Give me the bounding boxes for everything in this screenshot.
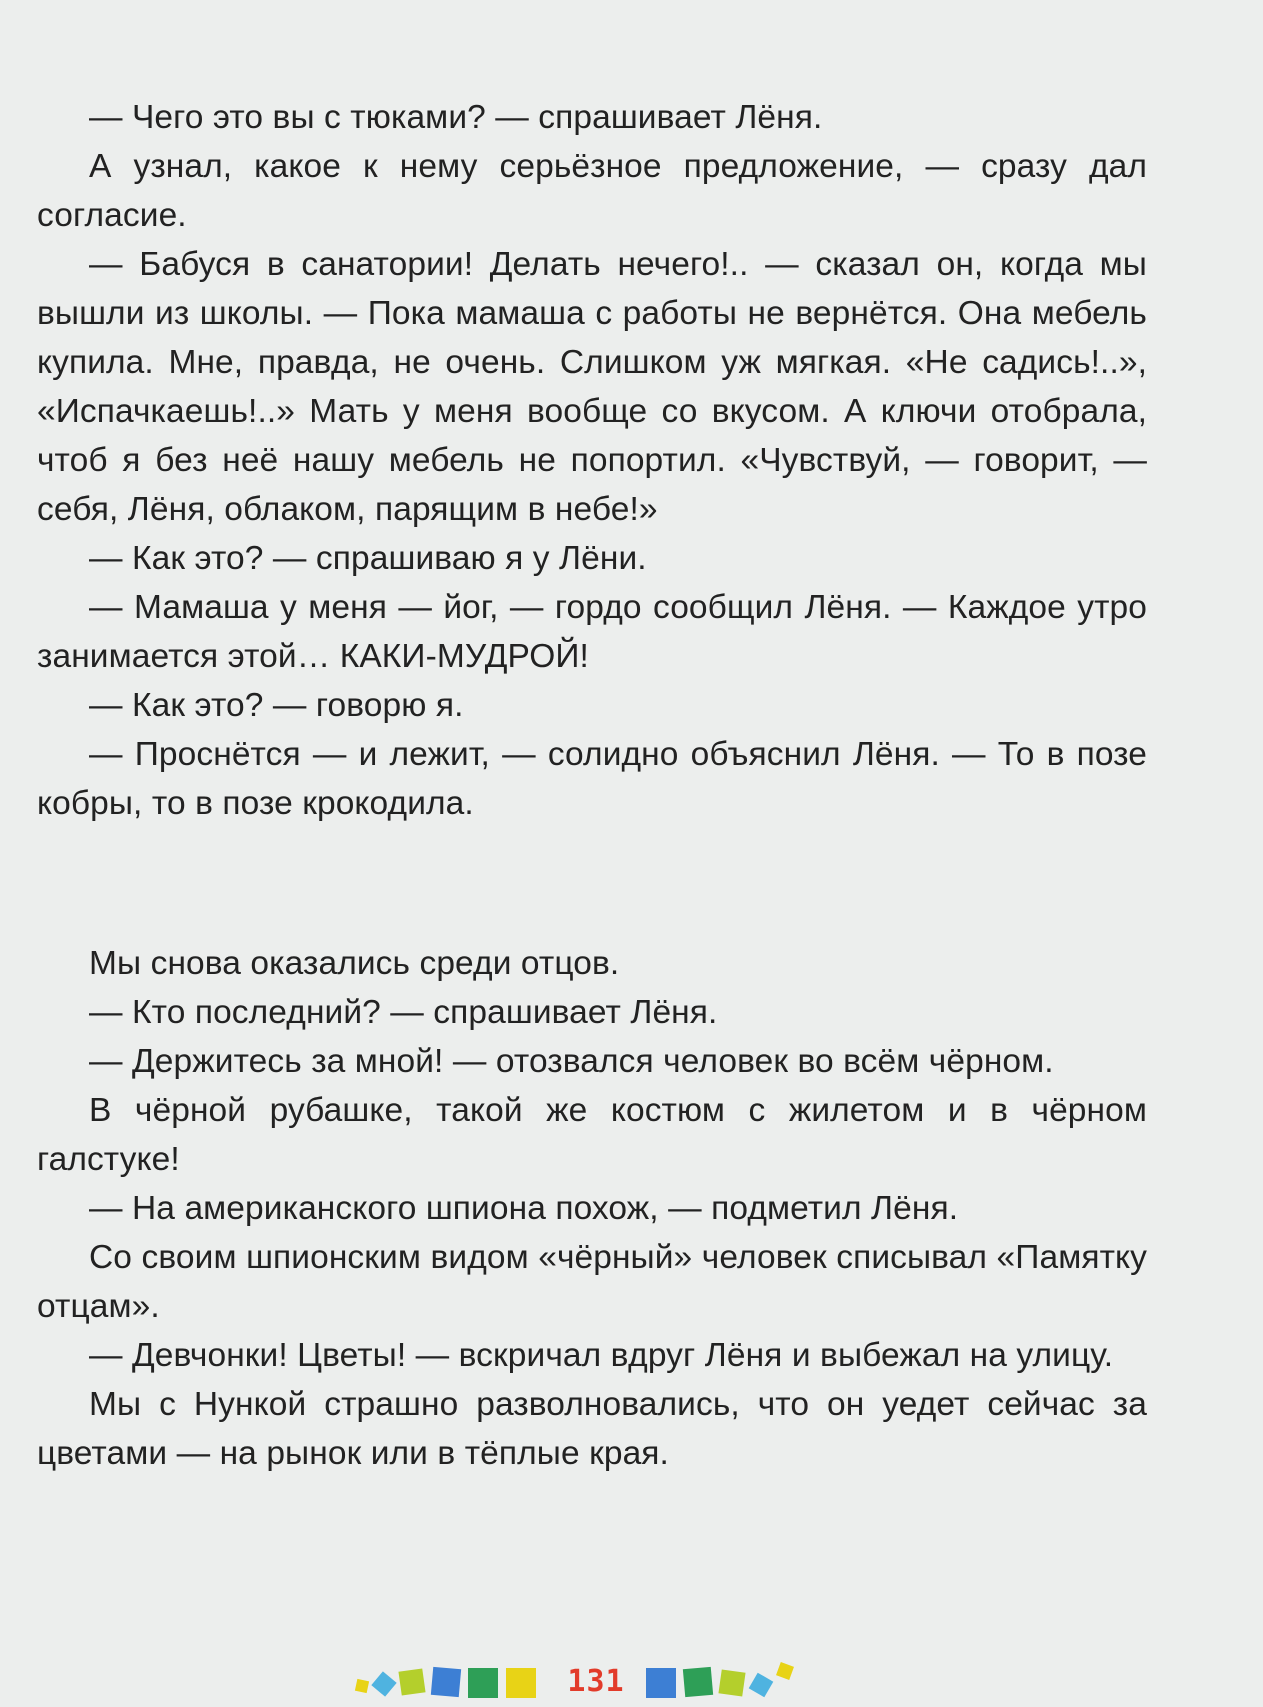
decor-square-icon — [506, 1668, 536, 1698]
decor-square-icon — [355, 1679, 369, 1693]
decor-square-icon — [371, 1671, 396, 1696]
paragraph: — Держитесь за мной! — отозвался человек во всём чёрном. — [89, 1043, 1054, 1080]
paragraph: Со своим шпионским видом «чёрный» человек списывал «Памятку отцам». — [37, 1239, 1147, 1325]
paragraph: Мы снова оказались среди отцов. — [89, 945, 620, 982]
paragraph: — Как это? — говорю я. — [89, 687, 464, 724]
text-section-1 — [37, 93, 1147, 828]
page-number: 131 — [567, 1664, 625, 1699]
paragraph: — Мамаша у меня — йог, — гордо сообщил Лёня. — Каждое утро занимается этой… КАКИ-МУДРОЙ! — [37, 589, 1147, 675]
paragraph: — Девчонки! Цветы! — вскричал вдруг Лёня и выбежал на улицу. — [89, 1337, 1114, 1374]
decor-square-icon — [431, 1667, 461, 1697]
paragraph: — Бабуся в санатории! Делать нечего!.. — сказал он, когда мы вышли из школы. — Пока мамаша с работы не вернётся. Она мебель купила. Мне, правда, не очень. Слишком уж мягкая. «Не садись!..», «Испачкаешь!..» Мать у меня вообще со вкусом. А ключи отобрала, чтоб я без неё нашу мебель не попортил. «Чувствуй, — говорит, — себя, Лёня, облаком, парящим в небе!» — [37, 246, 1147, 528]
decor-square-icon — [749, 1673, 774, 1698]
decor-square-icon — [468, 1668, 498, 1698]
decor-square-icon — [776, 1662, 794, 1680]
decor-square-icon — [683, 1667, 713, 1697]
paragraph: В чёрной рубашке, такой же костюм с жилетом и в чёрном галстуке! — [37, 1092, 1147, 1178]
paragraph: Мы с Нункой страшно разволновались, что он уедет сейчас за цветами — на рынок или в тёплые края. — [37, 1386, 1147, 1472]
decor-square-icon — [646, 1668, 676, 1698]
paragraph: — Кто последний? — спрашивает Лёня. — [89, 994, 718, 1031]
decor-square-icon — [718, 1669, 745, 1696]
decor-square-icon — [398, 1668, 425, 1695]
paragraph: — Чего это вы с тюками? — спрашивает Лёня. — [89, 99, 823, 136]
paragraph: — Как это? — спрашиваю я у Лёни. — [89, 540, 647, 577]
page-footer — [0, 1662, 1263, 1702]
text-section-2 — [37, 939, 1147, 1478]
paragraph: — Проснётся — и лежит, — солидно объяснил Лёня. — То в позе кобры, то в позе крокодила. — [37, 736, 1147, 822]
paragraph: А узнал, какое к нему серьёзное предложение, — сразу дал согласие. — [37, 148, 1147, 234]
paragraph: — На американского шпиона похож, — подметил Лёня. — [89, 1190, 959, 1227]
